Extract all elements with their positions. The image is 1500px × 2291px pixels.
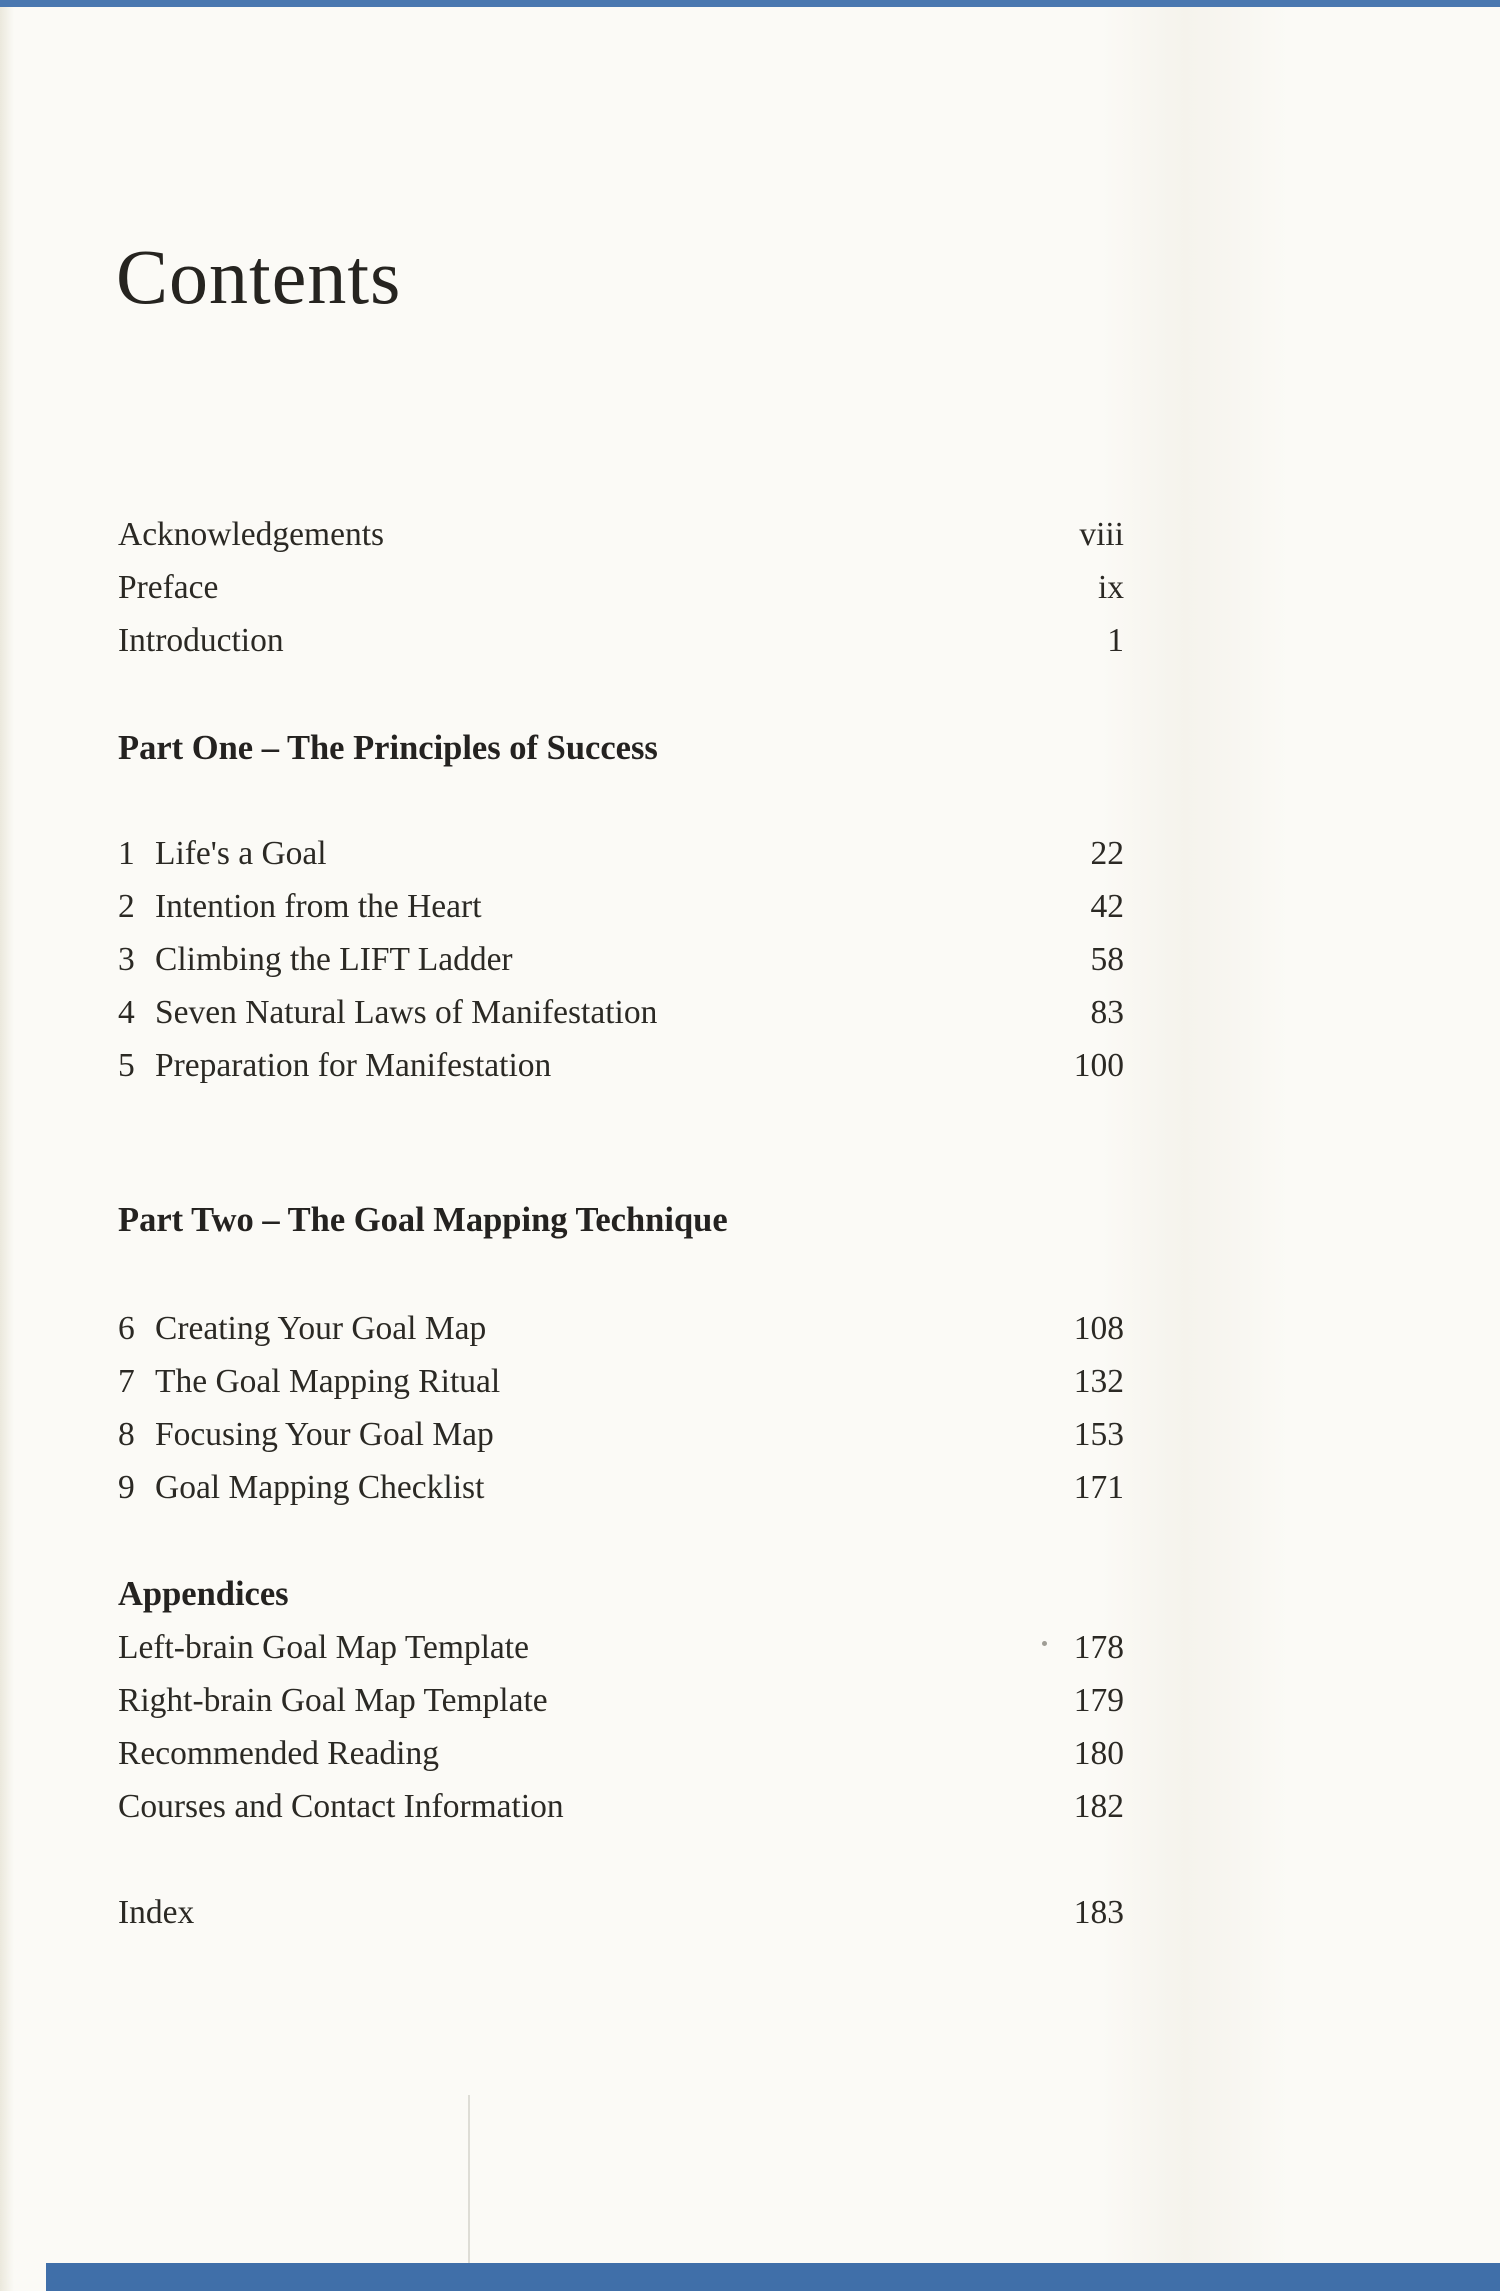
entry-label: Introduction <box>118 622 284 659</box>
entry-page-number: 42 <box>1090 888 1124 925</box>
chapter-number: 7 <box>118 1363 135 1400</box>
entry-page-number: 132 <box>1073 1363 1124 1400</box>
chapter-number: 5 <box>118 1047 135 1084</box>
toc-row-chapter-7 <box>118 1355 1124 1408</box>
part-two-chapter-list <box>118 1302 1124 1514</box>
toc-row-introduction <box>118 614 1124 667</box>
entry-label: Index <box>118 1894 195 1931</box>
entry-label: Acknowledgements <box>118 516 385 553</box>
page-crease <box>468 2095 470 2267</box>
chapter-number: 9 <box>118 1469 135 1506</box>
entry-page-number: ix <box>1097 569 1124 606</box>
entry-page-number: viii <box>1079 516 1124 553</box>
toc-row-chapter-6 <box>118 1302 1124 1355</box>
toc-row-index <box>118 1886 1124 1939</box>
entry-page-number: 1 <box>1107 622 1124 659</box>
toc-row-recommended-reading <box>118 1727 1124 1780</box>
chapter-number: 6 <box>118 1310 135 1347</box>
index-entry <box>118 1886 1124 1939</box>
toc-row-chapter-2 <box>118 880 1124 933</box>
chapter-title: Intention from the Heart <box>155 888 482 925</box>
chapter-number: 8 <box>118 1416 135 1453</box>
toc-row-left-brain-template <box>118 1621 1124 1674</box>
entry-page-number: 178 <box>1073 1629 1124 1666</box>
front-matter-list <box>118 508 1124 667</box>
entry-page-number: 108 <box>1073 1310 1124 1347</box>
entry-page-number: 153 <box>1073 1416 1124 1453</box>
page-title: Contents <box>116 233 402 320</box>
part-one-chapter-list <box>118 827 1124 1092</box>
toc-row-chapter-9 <box>118 1461 1124 1514</box>
appendices-list <box>118 1568 1124 1833</box>
toc-row-preface <box>118 561 1124 614</box>
toc-row-chapter-1 <box>118 827 1124 880</box>
cover-edge-top <box>0 0 1500 7</box>
entry-label: Recommended Reading <box>118 1735 439 1772</box>
entry-page-number: 100 <box>1073 1047 1124 1084</box>
toc-row-chapter-5 <box>118 1039 1124 1092</box>
part-one-heading: Part One – The Principles of Success <box>118 729 658 767</box>
part-two-heading: Part Two – The Goal Mapping Technique <box>118 1201 728 1239</box>
entry-page-number: 171 <box>1073 1469 1124 1506</box>
toc-row-chapter-3 <box>118 933 1124 986</box>
entry-page-number: 22 <box>1090 835 1124 872</box>
chapter-title: Preparation for Manifestation <box>155 1047 552 1084</box>
cover-edge-bottom <box>46 2263 1500 2291</box>
toc-row-courses-contact <box>118 1780 1124 1833</box>
entry-page-number: 182 <box>1073 1788 1124 1825</box>
chapter-title: Climbing the LIFT Ladder <box>155 941 513 978</box>
chapter-title: Focusing Your Goal Map <box>155 1416 494 1453</box>
entry-label: Left-brain Goal Map Template <box>118 1629 529 1666</box>
chapter-title: Goal Mapping Checklist <box>155 1469 485 1506</box>
toc-row-right-brain-template <box>118 1674 1124 1727</box>
appendices-heading: Appendices <box>118 1575 289 1613</box>
chapter-title: Life's a Goal <box>155 835 327 872</box>
entry-page-number: 83 <box>1090 994 1124 1031</box>
entry-label: Right-brain Goal Map Template <box>118 1682 548 1719</box>
entry-page-number: 58 <box>1090 941 1124 978</box>
chapter-title: Creating Your Goal Map <box>155 1310 487 1347</box>
chapter-number: 4 <box>118 994 135 1031</box>
toc-row-chapter-8 <box>118 1408 1124 1461</box>
toc-row-acknowledgements <box>118 508 1124 561</box>
entry-page-number: 180 <box>1073 1735 1124 1772</box>
chapter-title: Seven Natural Laws of Manifestation <box>155 994 658 1031</box>
chapter-title: The Goal Mapping Ritual <box>155 1363 501 1400</box>
entry-page-number: 183 <box>1073 1894 1124 1931</box>
toc-row-chapter-4 <box>118 986 1124 1039</box>
chapter-number: 3 <box>118 941 135 978</box>
entry-label: Preface <box>118 569 219 606</box>
chapter-number: 2 <box>118 888 135 925</box>
entry-label: Courses and Contact Information <box>118 1788 564 1825</box>
entry-page-number: 179 <box>1073 1682 1124 1719</box>
chapter-number: 1 <box>118 835 135 872</box>
print-artifact-dot <box>1042 1641 1047 1646</box>
